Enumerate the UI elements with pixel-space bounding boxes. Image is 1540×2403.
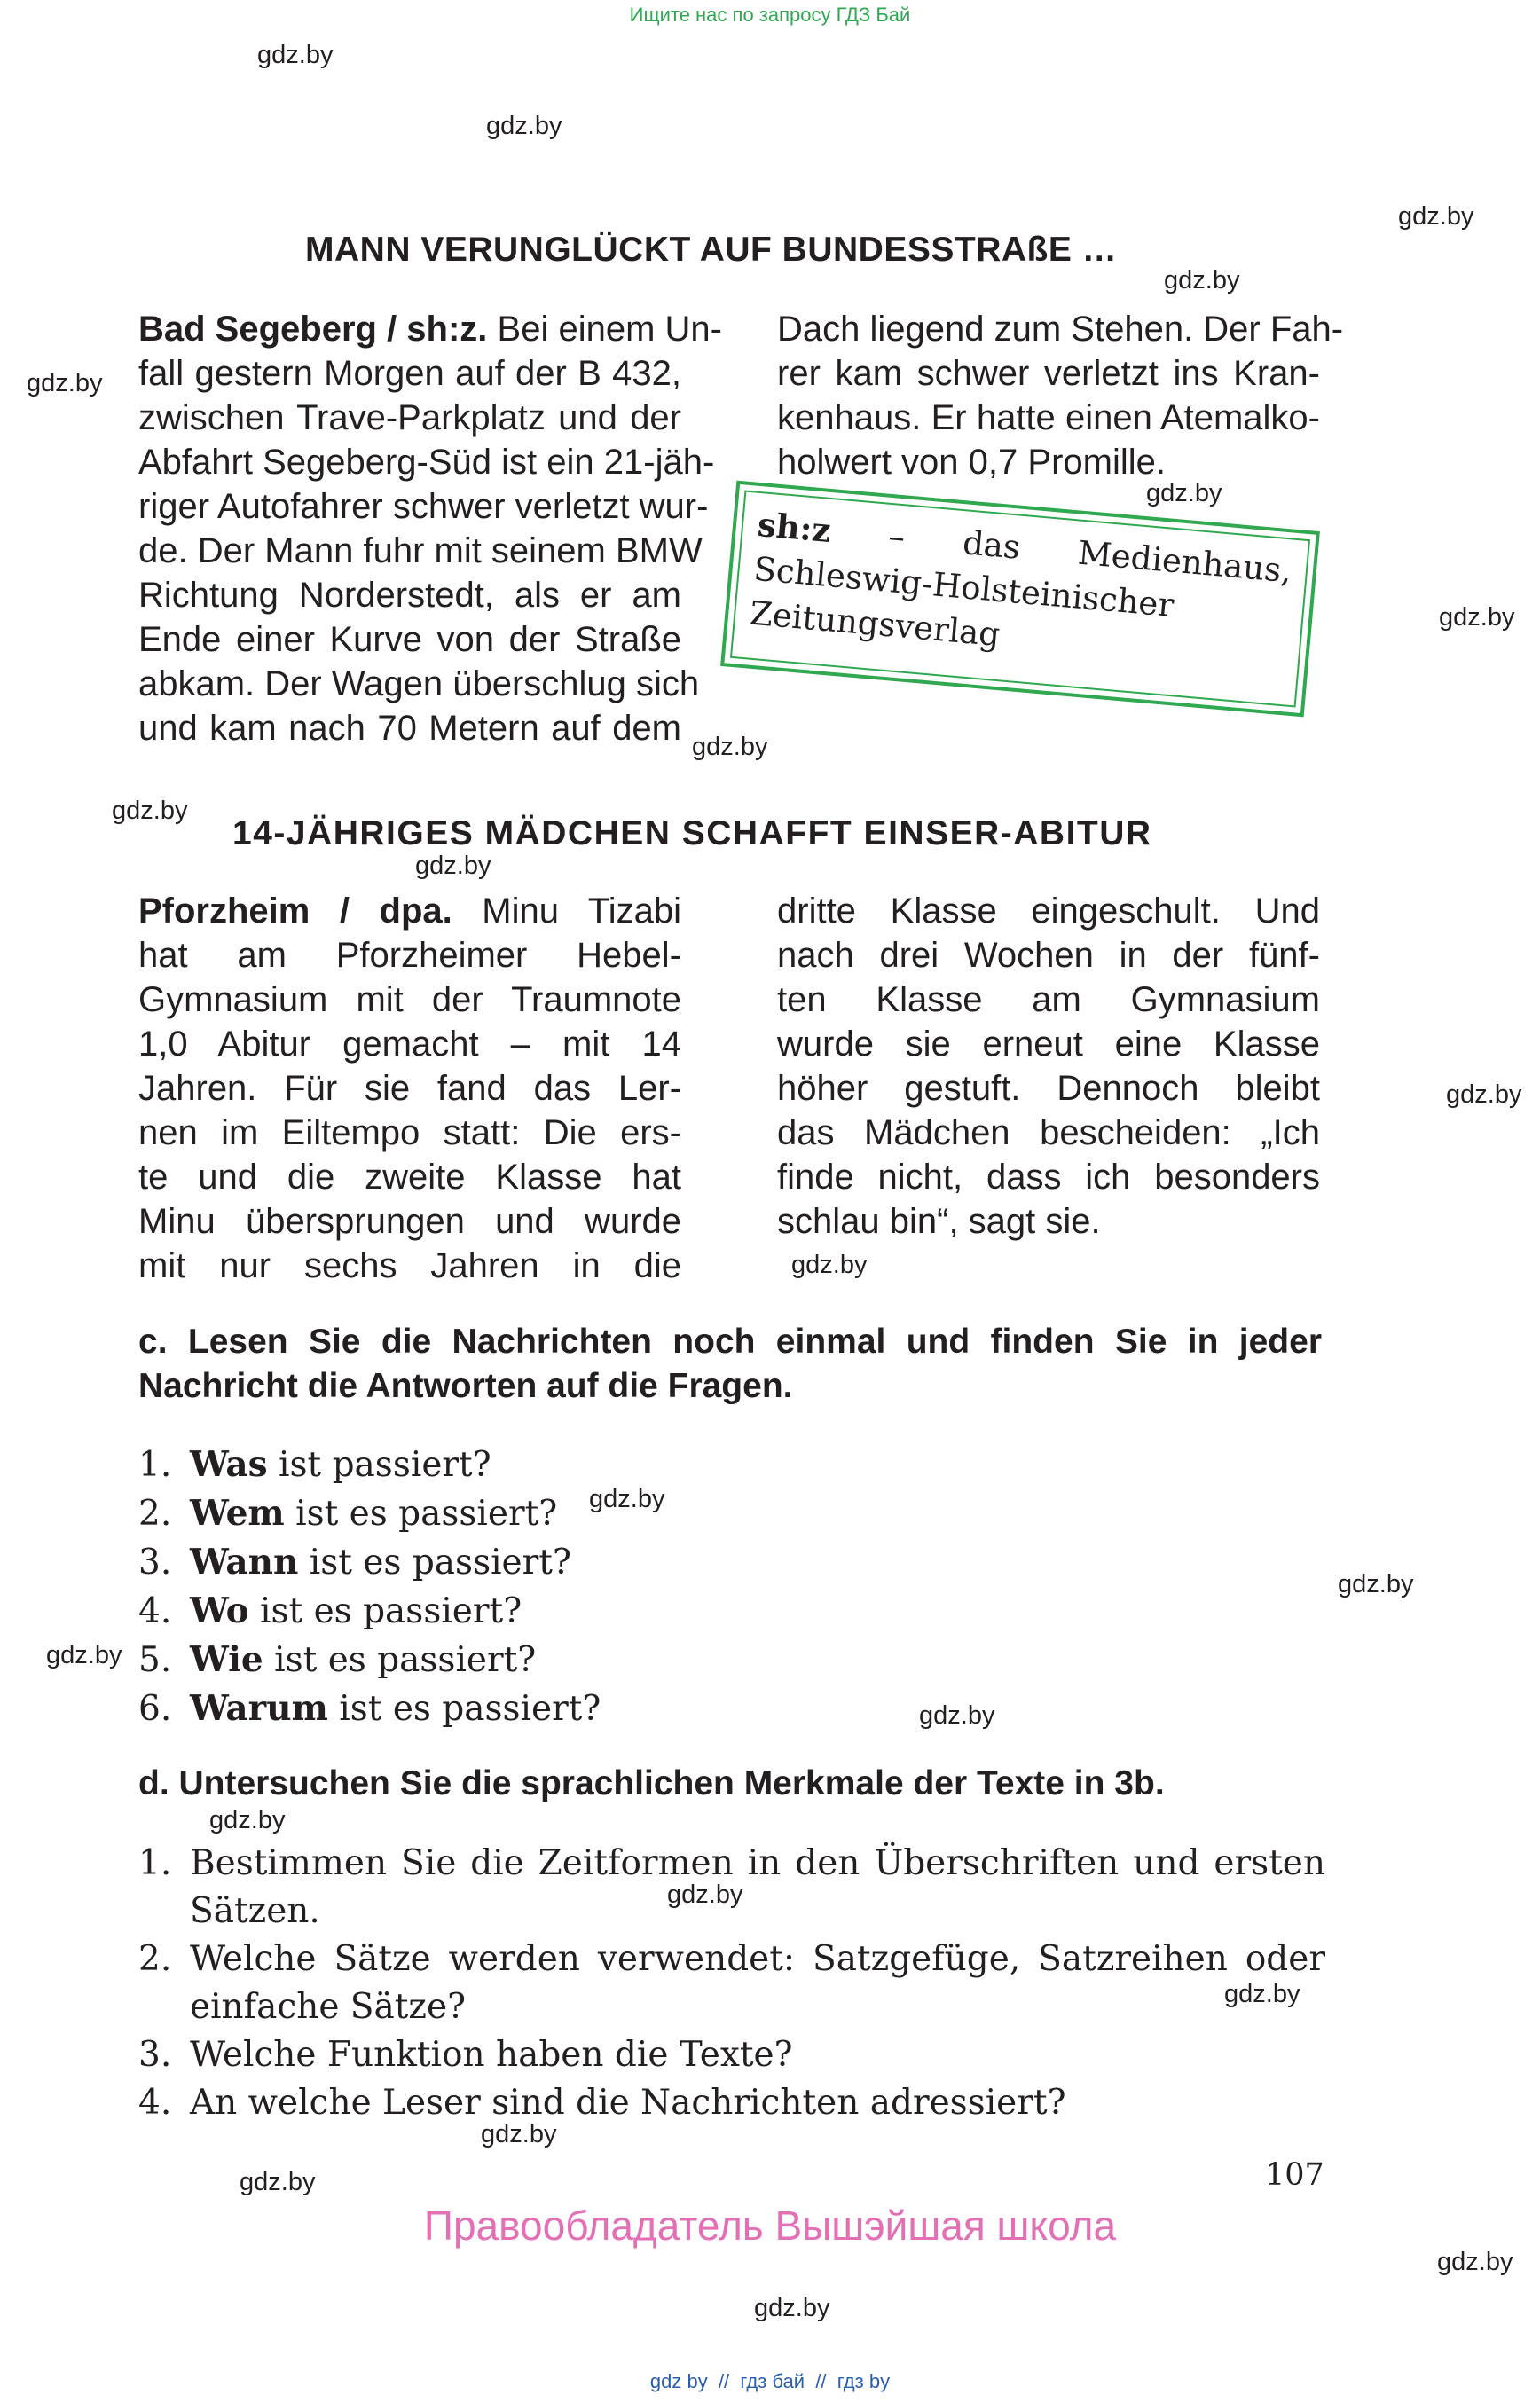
glossary-note-box bbox=[720, 481, 1320, 718]
article2-lead: Pforzheim / dpa. bbox=[138, 891, 452, 931]
article2-line: 1,0 Abitur gemacht – mit 14 bbox=[138, 1025, 681, 1064]
watermark: gdz.by bbox=[209, 1806, 286, 1834]
article2-line: Gymnasium mit der Traumnote bbox=[138, 980, 681, 1019]
article2-left-column bbox=[138, 889, 681, 1288]
article1-left-column bbox=[138, 307, 722, 750]
watermark: gdz.by bbox=[1146, 479, 1222, 507]
task-d-items bbox=[138, 1840, 1325, 2127]
bottom-links[interactable]: gdz by // гдз бай // гдз by bbox=[649, 2370, 891, 2392]
watermark: gdz.by bbox=[1437, 2248, 1513, 2276]
question-item: 6. Warum ist es passiert? bbox=[138, 1688, 601, 1729]
article2-line: schlau bin“, sagt sie. bbox=[777, 1202, 1101, 1241]
watermark: gdz.by bbox=[919, 1701, 995, 1730]
watermark: gdz.by bbox=[481, 2120, 557, 2148]
article1-line: und kam nach 70 Metern auf dem bbox=[138, 709, 681, 748]
article2-line: nach drei Wochen in der fünf- bbox=[777, 936, 1320, 975]
task-d-instruction: d. Untersuchen Sie die sprachlichen Merkmale der Texte in 3b. bbox=[138, 1764, 1165, 1802]
watermark: gdz.by bbox=[589, 1485, 665, 1513]
article2-line: hat am Pforzheimer Hebel- bbox=[138, 936, 681, 975]
watermark: gdz.by bbox=[46, 1641, 122, 1669]
task-d-item: 2. Welche Sätze werden verwendet: Satzgefüge, Satzreihen oder einfache Sätze? bbox=[138, 1939, 1325, 2027]
watermark: gdz.by bbox=[1446, 1080, 1522, 1109]
watermark: gdz.by bbox=[1338, 1570, 1414, 1598]
article1-line: zwischen Trave-Parkplatz und der bbox=[138, 398, 681, 437]
article1-line: Abfahrt Segeberg-Süd ist ein 21-jäh- bbox=[138, 443, 715, 482]
article1-line: Ende einer Kurve von der Straße bbox=[138, 620, 681, 659]
task-d-item: 3. Welche Funktion haben die Texte? bbox=[138, 2035, 793, 2075]
watermark: gdz.by bbox=[112, 797, 188, 825]
watermark: gdz.by bbox=[1164, 266, 1240, 294]
article1-line: Bad Segeberg / sh:z. Bei einem Un- bbox=[138, 310, 722, 349]
article1-line: riger Autofahrer schwer verletzt wur- bbox=[138, 487, 709, 526]
question-item: 5. Wie ist es passiert? bbox=[138, 1639, 537, 1680]
task-d-item: 1. Bestimmen Sie die Zeitformen in den Überschriften und ersten Sätzen. bbox=[138, 1843, 1325, 1931]
article1-line: holwert von 0,7 Promille. bbox=[777, 443, 1166, 482]
article1-line: abkam. Der Wagen überschlug sich bbox=[138, 664, 700, 703]
task-c-questions bbox=[138, 1441, 601, 1733]
watermark: gdz.by bbox=[754, 2294, 830, 2322]
task-d-item: 4. An welche Leser sind die Nachrichten adressiert? bbox=[138, 2083, 1066, 2123]
article2-line: ten Klasse am Gymnasium bbox=[777, 980, 1320, 1019]
note-term: sh:z bbox=[756, 504, 833, 550]
article1-lead: Bad Segeberg / sh:z. bbox=[138, 310, 488, 349]
article2-title: 14-JÄHRIGES MÄDCHEN SCHAFFT EINSER-ABITUR bbox=[232, 814, 1152, 852]
watermark: gdz.by bbox=[27, 369, 103, 397]
copyright-footer: Правообладатель Вышэйшая школа bbox=[423, 2203, 1117, 2249]
article2-right-column bbox=[777, 889, 1320, 1244]
article2-line: das Mädchen bescheiden: „Ich bbox=[777, 1113, 1320, 1152]
question-item: 2. Wem ist es passiert? bbox=[138, 1493, 558, 1534]
top-banner[interactable]: Ищите нас по запросу ГДЗ Бай bbox=[629, 4, 911, 26]
watermark: gdz.by bbox=[1224, 1980, 1300, 2008]
article2-line: höher gestuft. Dennoch bleibt bbox=[777, 1069, 1320, 1108]
article2-line: nen im Eiltempo statt: Die ers- bbox=[138, 1113, 681, 1152]
article2-line: wurde sie erneut eine Klasse bbox=[777, 1025, 1320, 1064]
article2-line: mit nur sechs Jahren in die bbox=[138, 1246, 681, 1285]
watermark: gdz.by bbox=[257, 41, 334, 69]
article1-title: MANN VERUNGLÜCKT AUF BUNDESSTRAßE … bbox=[305, 231, 1118, 269]
article2-line: Minu übersprungen und wurde bbox=[138, 1202, 681, 1241]
article1-right-column bbox=[777, 307, 1344, 484]
article1-line: de. Der Mann fuhr mit seinem BMW bbox=[138, 531, 703, 570]
article2-line: dritte Klasse eingeschult. Und bbox=[777, 891, 1320, 931]
article2-line: finde nicht, dass ich besonders bbox=[777, 1158, 1320, 1197]
article1-line: Richtung Norderstedt, als er am bbox=[138, 576, 681, 615]
watermark: gdz.by bbox=[692, 733, 768, 761]
article2-line: Pforzheim / dpa. Minu Tizabi bbox=[138, 891, 681, 931]
article1-line: fall gestern Morgen auf der B 432, bbox=[138, 354, 681, 393]
watermark: gdz.by bbox=[415, 852, 491, 880]
watermark: gdz.by bbox=[1439, 603, 1515, 632]
question-item: 3. Wann ist es passiert? bbox=[138, 1542, 571, 1582]
page-number: 107 bbox=[1265, 2157, 1324, 2193]
article1-line: rer kam schwer verletzt ins Kran- bbox=[777, 354, 1320, 393]
watermark: gdz.by bbox=[1398, 202, 1474, 231]
task-c-instruction: c. Lesen Sie die Nachrichten noch einmal und finden Sie in jeder Nachricht die Antworten auf die Fragen. bbox=[138, 1323, 1322, 1405]
article2-line: te und die zweite Klasse hat bbox=[138, 1158, 681, 1197]
watermark: gdz.by bbox=[791, 1251, 868, 1279]
article1-line: kenhaus. Er hatte einen Atemalko- bbox=[777, 398, 1320, 437]
watermark: gdz.by bbox=[240, 2168, 316, 2196]
article2-line: Jahren. Für sie fand das Ler- bbox=[138, 1069, 681, 1108]
note-definition: – das Medienhaus, Schleswig-Holsteinischer Zeitungsverlag bbox=[748, 512, 1293, 655]
question-item: 4. Wo ist es passiert? bbox=[138, 1590, 522, 1631]
question-item: 1. Was ist passiert? bbox=[138, 1444, 491, 1485]
watermark: gdz.by bbox=[486, 112, 562, 140]
watermark: gdz.by bbox=[667, 1881, 743, 1909]
article1-line: Dach liegend zum Stehen. Der Fah- bbox=[777, 310, 1344, 349]
